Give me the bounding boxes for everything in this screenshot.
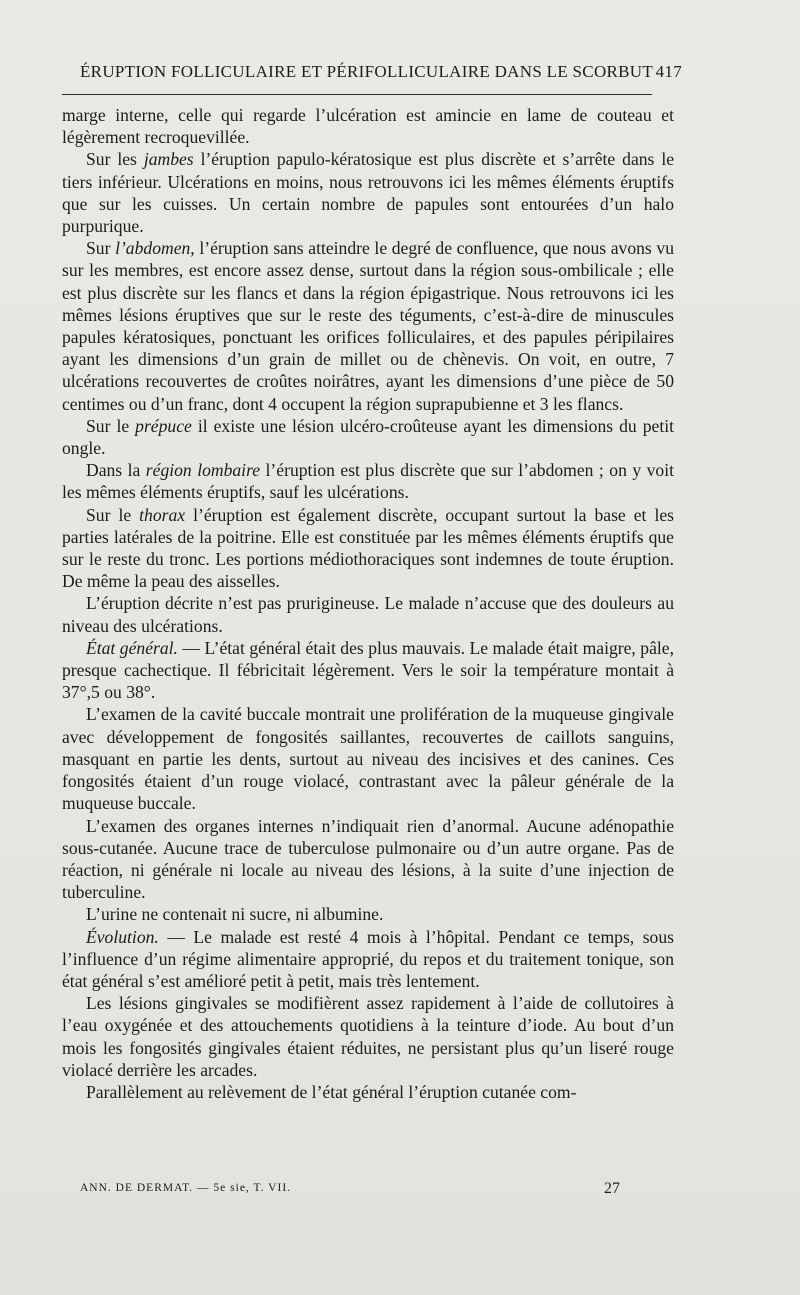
- sheet-number: 27: [604, 1180, 620, 1197]
- page-number: 417: [655, 62, 682, 81]
- paragraph-text: Sur le: [86, 504, 140, 525]
- italic-term: jambes: [143, 149, 194, 170]
- paragraph-text: Sur les: [86, 149, 144, 170]
- running-title: ÉRUPTION FOLLICULAIRE ET PÉRIFOLLICULAIRE DANS LE SCORBUT: [80, 62, 654, 81]
- paragraph: [62, 415, 674, 459]
- paragraph-text: — L’état général était des plus mauvais. Le malade était maigre, pâle, presque cachectique. Il fébricitait légèrement. Vers le soir la température montait à 37°,5 ou 38°.: [62, 637, 674, 703]
- italic-term: prépuce: [135, 415, 192, 436]
- paragraph-text: Parallèlement au relèvement de l’état général l’éruption cutanée com-: [86, 1081, 577, 1102]
- paragraph: [62, 703, 674, 814]
- paragraph: [62, 1081, 674, 1103]
- paragraph: [62, 237, 674, 415]
- paragraph: [62, 504, 674, 593]
- journal-signature: ANN. DE DERMAT. — 5e sie, T. VII.: [80, 1182, 292, 1194]
- paragraph-text: L’urine ne contenait ni sucre, ni albumine.: [86, 904, 384, 925]
- paragraph: [62, 637, 674, 704]
- paragraph-text: Dans la: [86, 460, 146, 481]
- paragraph-text: l’éruption papulo-kératosique est plus discrète et s’arrête dans le tiers inférieur. Ulcérations en moins, nous retrouvons ici les mêmes éléments éruptifs que sur les cuisses. Un certain nombre de papules sont entourées d’un halo purpurique.: [62, 149, 675, 237]
- paragraph: [62, 459, 674, 503]
- page-footer: [60, 1180, 620, 1200]
- paragraph-text: — Le malade est resté 4 mois à l’hôpital. Pendant ce temps, sous l’influence d’un régime alimentaire approprié, du repos et du traitement tonique, son état général s’est amélioré petit à petit, mais très lentement.: [62, 926, 674, 991]
- paragraph-text: Les lésions gingivales se modifièrent assez rapidement à l’aide de collutoires à l’eau oxygénée et des attouchements quotidiens à la teinture d’iode. Au bout d’un mois les fongosités gingivales étaient réduites, ne persistant plus qu’un liseré rouge violacé derrière les arcades.: [62, 993, 674, 1080]
- paragraph: [62, 992, 674, 1081]
- italic-term: région lombaire: [145, 460, 261, 481]
- italic-term: État général.: [86, 637, 178, 658]
- paragraph: [62, 104, 674, 148]
- paragraph-text: Sur: [86, 238, 116, 259]
- paragraph: [62, 148, 674, 237]
- paragraph-text: il existe une lésion ulcéro-croûteuse ayant les dimensions du petit ongle.: [62, 415, 674, 459]
- paragraph-text: L’éruption décrite n’est pas prurigineuse. Le malade n’accuse que des douleurs au niveau des ulcérations.: [62, 593, 674, 636]
- paragraph-text: marge interne, celle qui regarde l’ulcération est amincie en lame de couteau et légèrement recroquevillée.: [62, 105, 674, 148]
- running-header: [62, 58, 682, 86]
- paragraph-text: L’examen de la cavité buccale montrait une prolifération de la muqueuse gingivale avec développement de fongosités saillantes, recouvertes de caillots sanguins, masquant en partie les dents, surtout au niveau des incisives et des canines. Ces fongosités étaient d’un rouge violacé, contrastant avec la pâleur générale de la muqueuse buccale.: [62, 704, 674, 814]
- italic-term: l’abdomen,: [115, 238, 195, 259]
- paragraph: [62, 815, 674, 904]
- italic-term: thorax: [139, 504, 186, 525]
- paragraph: [62, 903, 674, 925]
- paragraph-text: l’éruption sans atteindre le degré de confluence, que nous avons vu sur les membres, est encore assez dense, surtout dans la région sous-ombilicale ; elle est plus discrète sur les flancs et dans la région épigastrique. Nous retrouvons ici les mêmes lésions éruptives que sur le reste des téguments, c’est-à-dire de minuscules papules kératosiques, ponctuant les orifices folliculaires, et des papules péripilaires ayant les dimensions d’un grain de millet ou de chènevis. On voit, en outre, 7 ulcérations recouvertes de croûtes noirâtres, ayant les dimensions d’une pièce de 50 centimes ou d’un franc, dont 4 occupent la région suprapubienne et 3 les flancs.: [62, 238, 674, 414]
- paragraph-text: l’éruption est également discrète, occupant surtout la base et les parties latérales de la poitrine. Elle est constituée par les mêmes éléments éruptifs que sur le reste du tronc. Les portions médiothoraciques sont indemnes de toute éruption. De même la peau des aisselles.: [62, 504, 674, 592]
- paragraph: [62, 592, 674, 636]
- body-text: [62, 104, 674, 1103]
- paragraph-text: l’éruption est plus discrète que sur l’abdomen ; on y voit les mêmes éléments éruptifs, sauf les ulcérations.: [62, 460, 674, 503]
- paragraph-text: Sur le: [86, 415, 136, 436]
- italic-term: Évolution.: [86, 926, 159, 947]
- paragraph-text: L’examen des organes internes n’indiquait rien d’anormal. Aucune adénopathie sous-cutanée. Aucune trace de tuberculose pulmonaire ou d’un autre organe. Pas de réaction, ni générale ni locale au niveau des lésions, à la suite d’une injection de tuberculine.: [62, 815, 674, 903]
- paragraph: [62, 926, 674, 993]
- header-rule: [62, 94, 652, 95]
